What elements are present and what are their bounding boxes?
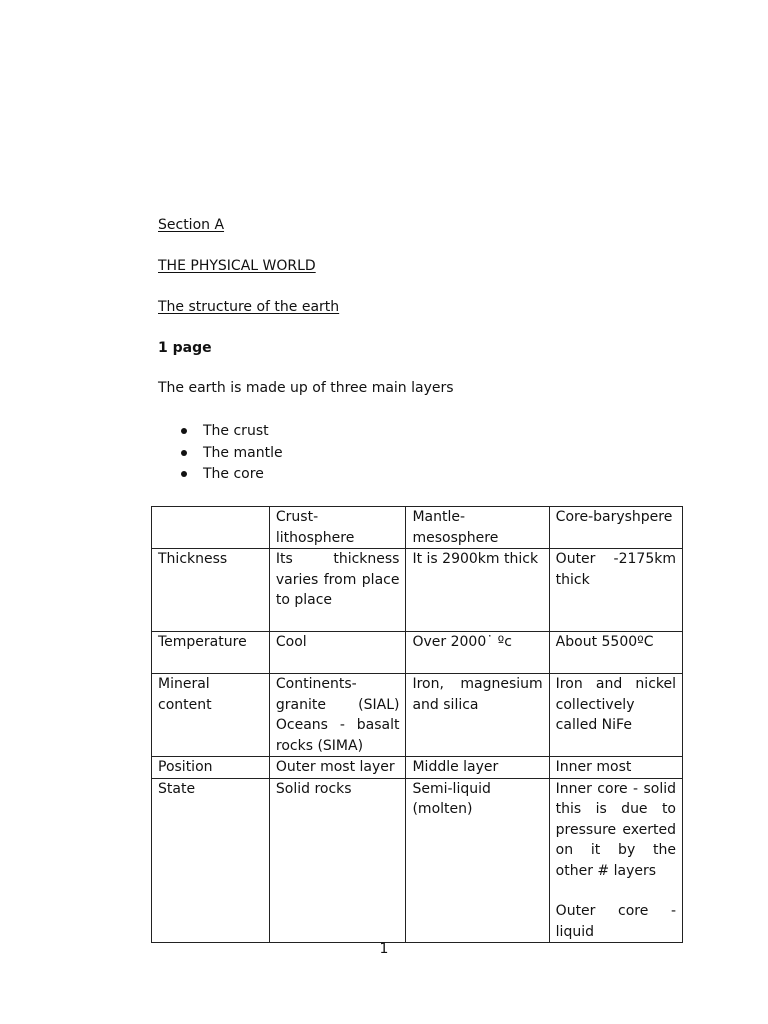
table-row <box>152 549 683 632</box>
outer-core-state: Outer core - liquid <box>555 903 676 940</box>
bullet-icon <box>181 471 187 477</box>
table-cell: Iron and nickel collectively called NiFe <box>549 674 682 757</box>
table-cell: Cool <box>269 632 406 674</box>
intro-paragraph: The earth is made up of three main layers <box>158 380 454 396</box>
table-cell: Inner most <box>549 757 682 779</box>
page-number: 1 <box>379 941 389 957</box>
list-item-text: The crust <box>203 423 269 439</box>
list-item <box>158 464 283 486</box>
table-cell: Outer most layer <box>269 757 406 779</box>
layers-list <box>158 421 283 486</box>
table-cell: Iron, magnesium and silica <box>406 674 549 757</box>
inner-core-state: Inner core - solid this is due to pressure exerted on it by the other # layers <box>555 780 676 879</box>
bullet-icon <box>181 450 187 456</box>
table-cell: Outer -2175km thick <box>549 549 682 632</box>
table-cell: Middle layer <box>406 757 549 779</box>
table-cell: Continents- granite (SIAL) Oceans - basalt rocks (SIMA) <box>269 674 406 757</box>
topic-heading: The structure of the earth <box>158 299 340 315</box>
table-header-cell: Mantle- mesosphere <box>406 507 549 549</box>
bullet-icon <box>181 428 187 434</box>
table-row <box>152 674 683 757</box>
table-row-label: Position <box>152 757 270 779</box>
table-row-label: Temperature <box>152 632 270 674</box>
table-header-cell: Core-baryshpere <box>549 507 682 549</box>
earth-layers-table <box>151 506 683 943</box>
section-label: Section A <box>158 217 225 233</box>
table-row <box>152 757 683 779</box>
list-item <box>158 421 283 443</box>
length-note: 1 page <box>158 340 212 356</box>
table-header-row <box>152 507 683 549</box>
table-cell: Its thickness varies from place to place <box>269 549 406 632</box>
list-item-text: The core <box>203 466 264 482</box>
cell-spacer <box>556 881 676 901</box>
table-row <box>152 778 683 943</box>
table-cell: Semi-liquid (molten) <box>406 778 549 943</box>
list-item-text: The mantle <box>203 444 283 461</box>
table-cell: About 5500ºC <box>549 632 682 674</box>
table-row-label: Mineral content <box>152 674 270 757</box>
table-row-label: Thickness <box>152 549 270 632</box>
table-header-cell: Crust- lithosphere <box>269 507 406 549</box>
table-cell: It is 2900km thick <box>406 549 549 632</box>
table-row <box>152 632 683 674</box>
table-cell <box>549 778 682 943</box>
chapter-heading: THE PHYSICAL WORLD <box>158 258 316 274</box>
table-cell: Over 2000˙ ºc <box>406 632 549 674</box>
table-cell: Solid rocks <box>269 778 406 943</box>
list-item <box>158 443 283 465</box>
table-header-cell <box>152 507 270 549</box>
table-row-label: State <box>152 778 270 943</box>
